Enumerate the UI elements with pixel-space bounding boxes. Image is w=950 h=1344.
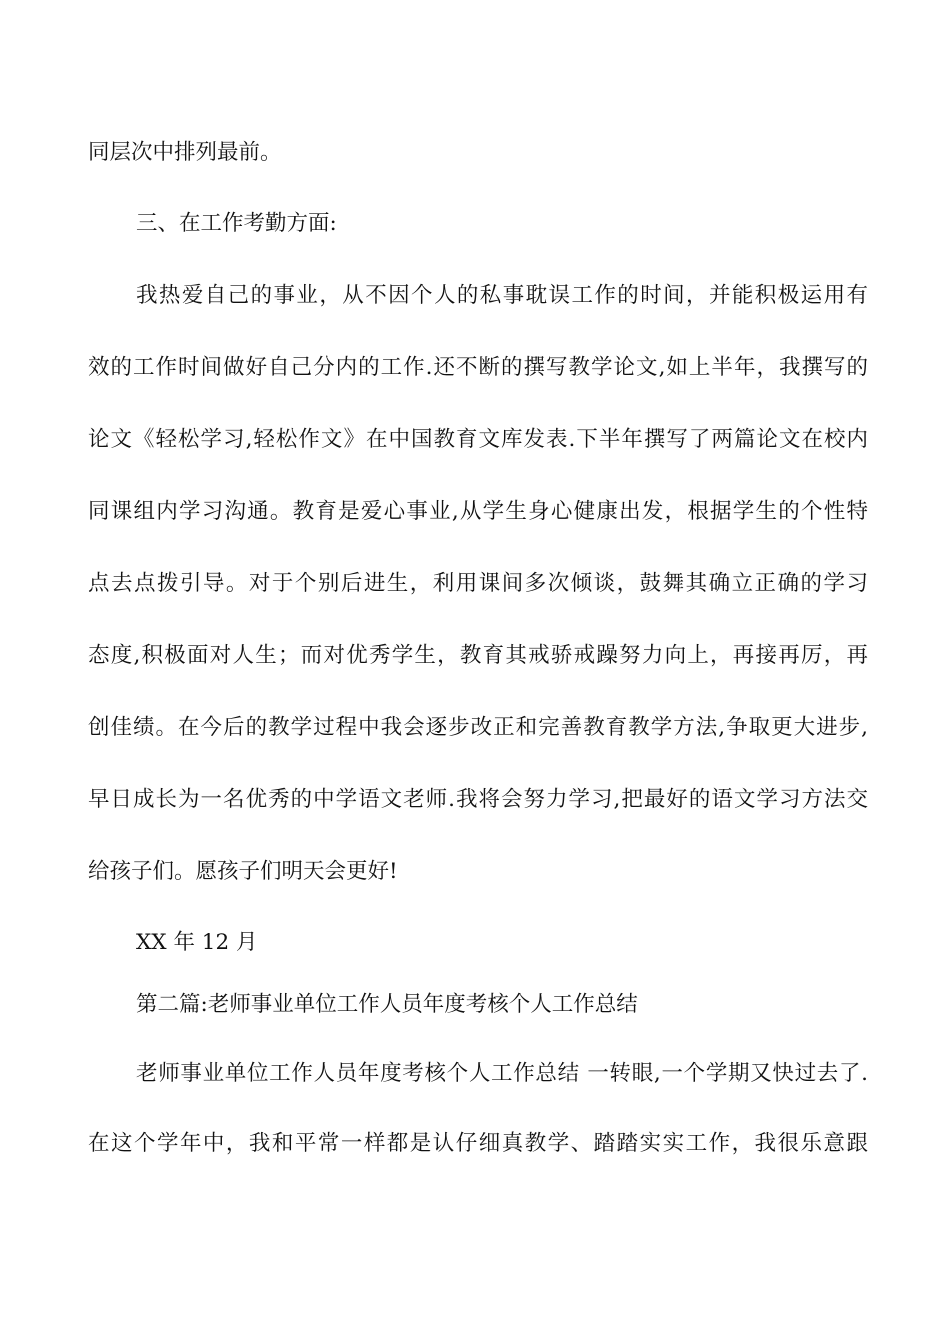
- text-line-14: 老师事业单位工作人员年度考核个人工作总结 一转眼,一个学期又快过去了.: [136, 1061, 868, 1086]
- text-line-8: 态度,积极面对人生；而对优秀学生，教育其戒骄戒躁努力向上，再接再厉，再: [88, 643, 868, 668]
- text-line-11: 给孩子们。愿孩子们明天会更好!: [88, 859, 398, 884]
- text-line-3: 我热爱自己的事业，从不因个人的私事耽误工作的时间，并能积极运用有: [136, 283, 868, 308]
- section-heading-attendance: 三、在工作考勤方面:: [136, 211, 337, 236]
- text-line-10: 早日成长为一名优秀的中学语文老师.我将会努力学习,把最好的语文学习方法交: [88, 787, 868, 812]
- article-title-second: 第二篇:老师事业单位工作人员年度考核个人工作总结: [136, 992, 638, 1017]
- text-line-1: 同层次中排列最前。: [88, 140, 282, 165]
- text-line-4: 效的工作时间做好自己分内的工作.还不断的撰写教学论文,如上半年，我撰写的: [88, 355, 868, 380]
- text-line-15: 在这个学年中，我和平常一样都是认仔细真教学、踏踏实实工作，我很乐意跟: [88, 1131, 868, 1156]
- text-line-7: 点去点拨引导。对于个别后进生，利用课间多次倾谈，鼓舞其确立正确的学习: [88, 571, 868, 596]
- date-line: XX 年 12 月: [136, 930, 258, 955]
- text-line-5: 论文《轻松学习,轻松作文》在中国教育文库发表.下半年撰写了两篇论文在校内: [88, 427, 868, 452]
- text-line-6: 同课组内学习沟通。教育是爱心事业,从学生身心健康出发，根据学生的个性特: [88, 499, 868, 524]
- text-line-9: 创佳绩。在今后的教学过程中我会逐步改正和完善教育教学方法,争取更大进步,: [88, 715, 868, 740]
